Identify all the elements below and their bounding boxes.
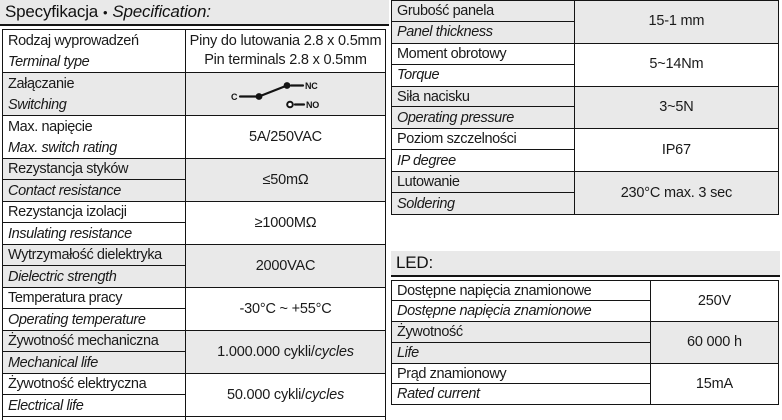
led-section-header xyxy=(391,251,780,277)
value-text-wrap xyxy=(256,257,316,276)
label-en: Torque xyxy=(397,67,440,84)
row-value xyxy=(185,374,385,416)
spec-title-en: Specification: xyxy=(112,2,211,21)
label-en: Switching xyxy=(8,96,67,113)
label-en: Dielectric strength xyxy=(8,268,117,285)
label-pl: Max. napięcie xyxy=(8,118,93,135)
table-row xyxy=(392,87,778,130)
label-en: Contact resistance xyxy=(8,182,121,199)
label-pl: Temperatura pracy xyxy=(3,288,185,309)
led-title: LED: xyxy=(396,252,433,272)
row-value xyxy=(185,73,385,115)
label-en: Max. switch rating xyxy=(8,139,117,156)
value-text-wrap xyxy=(262,171,308,190)
common-terminal-label: C xyxy=(230,92,237,102)
label-pl: Moment obrotowy xyxy=(392,44,574,65)
row-value xyxy=(574,87,778,129)
spdt-switch-symbol-icon xyxy=(230,77,342,111)
value-text-italic: cycles xyxy=(304,386,345,403)
led-spec-table xyxy=(391,280,779,406)
row-label xyxy=(392,281,650,322)
value-text-wrap xyxy=(662,141,691,160)
label-pl: Żywotność elektryczna xyxy=(3,374,185,395)
value-text: -30°C ~ +55°C xyxy=(239,300,332,317)
label-en: Insulating resistance xyxy=(8,225,132,242)
value-text: 60 000 h xyxy=(686,334,742,351)
label-pl: Poziom szczelności xyxy=(392,129,574,150)
label-pl: Żywotność xyxy=(392,322,650,342)
label-en: Soldering xyxy=(397,195,455,212)
row-label xyxy=(3,116,185,158)
row-value xyxy=(185,245,385,287)
row-value xyxy=(185,116,385,158)
value-text-wrap xyxy=(239,300,331,319)
table-row xyxy=(3,245,385,288)
label-en: Dostępne napięcia znamionowe xyxy=(397,303,592,320)
value-text: 3~5N xyxy=(659,98,694,115)
row-value xyxy=(574,1,778,43)
table-row xyxy=(3,331,385,374)
value-text: 15mA xyxy=(695,375,733,392)
table-row xyxy=(392,281,778,323)
value-text: ≤50mΩ xyxy=(262,171,309,188)
label-pl: Rezystancja izolacji xyxy=(3,202,185,223)
value-text: 2000VAC xyxy=(255,257,316,274)
table-row xyxy=(392,172,778,214)
bullet-separator: • xyxy=(103,4,108,20)
label-en: Operating temperature xyxy=(8,311,146,328)
no-terminal-label: NO xyxy=(305,100,319,110)
row-value xyxy=(185,288,385,330)
row-value xyxy=(574,129,778,171)
table-row xyxy=(392,44,778,87)
label-pl: Załączanie xyxy=(8,75,75,92)
spec-table xyxy=(2,29,386,420)
label-en: IP degree xyxy=(397,152,456,169)
value-text-wrap xyxy=(255,214,317,233)
value-text: 50.000 cykli/ xyxy=(226,386,305,403)
value-text-wrap xyxy=(698,292,731,311)
row-value xyxy=(650,364,778,405)
value-text-wrap xyxy=(217,343,354,362)
row-label xyxy=(3,331,185,373)
row-value xyxy=(185,30,385,72)
label-en: Operating pressure xyxy=(397,109,514,126)
row-label xyxy=(3,202,185,244)
value-line: Pin terminals 2.8 x 0.5mm xyxy=(204,52,367,68)
row-value xyxy=(185,159,385,201)
row-label xyxy=(392,44,574,86)
mechanical-spec-table xyxy=(391,0,779,215)
label-pl: Lutowanie xyxy=(392,172,574,193)
spec-section-header xyxy=(0,0,389,26)
label-en: Rated current xyxy=(397,386,480,403)
label-pl: Rodzaj wyprowadzeń xyxy=(8,32,139,49)
table-row xyxy=(3,73,385,116)
row-label xyxy=(392,87,574,129)
row-label xyxy=(3,159,185,201)
row-value xyxy=(574,44,778,86)
value-text: 250V xyxy=(697,292,731,309)
table-row xyxy=(3,30,385,73)
row-label xyxy=(392,1,574,43)
value-text-wrap xyxy=(249,128,322,147)
table-row xyxy=(392,129,778,172)
row-label xyxy=(392,172,574,214)
row-label xyxy=(3,245,185,287)
table-row xyxy=(392,364,778,405)
table-row xyxy=(3,116,385,159)
value-text-italic: cycles xyxy=(314,343,354,360)
label-pl: Żywotność mechaniczna xyxy=(3,331,185,352)
row-label xyxy=(3,30,185,72)
value-text-wrap xyxy=(659,98,693,117)
row-label xyxy=(392,322,650,363)
value-text: 15-1 mm xyxy=(648,13,705,30)
value-text: IP67 xyxy=(661,141,691,158)
value-text-wrap xyxy=(648,12,704,31)
nc-terminal-label: NC xyxy=(304,81,318,91)
left-column xyxy=(0,0,389,420)
value-text: ≥1000MΩ xyxy=(254,214,317,231)
table-row xyxy=(392,322,778,364)
label-en: Terminal type xyxy=(8,53,90,70)
table-row xyxy=(3,202,385,245)
value-line: Piny do lutowania 2.8 x 0.5mm xyxy=(189,33,382,49)
row-label xyxy=(392,129,574,171)
value-text: 230°C max. 3 sec xyxy=(620,184,733,201)
label-pl: Rezystancja styków xyxy=(3,159,185,180)
label-en: Electrical life xyxy=(8,397,84,414)
value-text-wrap xyxy=(696,375,733,394)
value-text-wrap xyxy=(621,184,732,203)
value-text: 5~14Nm xyxy=(649,56,704,73)
table-row xyxy=(3,159,385,202)
row-label xyxy=(3,73,185,115)
label-pl: Wytrzymałość dielektryka xyxy=(3,245,185,266)
row-value xyxy=(185,331,385,373)
label-en: Mechanical life xyxy=(8,354,98,371)
label-pl: Siła nacisku xyxy=(392,87,574,108)
right-column xyxy=(391,0,780,405)
row-label xyxy=(392,364,650,405)
row-value xyxy=(650,281,778,322)
table-row xyxy=(392,1,778,44)
value-text-wrap xyxy=(227,386,344,405)
row-label xyxy=(3,288,185,330)
table-row xyxy=(3,374,385,417)
label-pl: Dostępne napięcia znamionowe xyxy=(392,281,650,301)
value-text-wrap xyxy=(687,333,742,352)
label-pl: Grubość panela xyxy=(392,1,574,22)
row-label xyxy=(3,374,185,416)
row-value xyxy=(185,202,385,244)
row-value xyxy=(574,172,778,214)
label-en: Life xyxy=(397,344,419,361)
value-text: 5A/250VAC xyxy=(249,128,322,145)
label-en: Panel thickness xyxy=(397,24,493,41)
table-row xyxy=(3,288,385,331)
spec-title-pl: Specyfikacja xyxy=(5,2,99,21)
row-value xyxy=(650,322,778,363)
label-pl: Prąd znamionowy xyxy=(392,364,650,384)
value-text: 1.000.000 cykli/ xyxy=(217,343,315,360)
value-text-wrap xyxy=(649,55,703,74)
